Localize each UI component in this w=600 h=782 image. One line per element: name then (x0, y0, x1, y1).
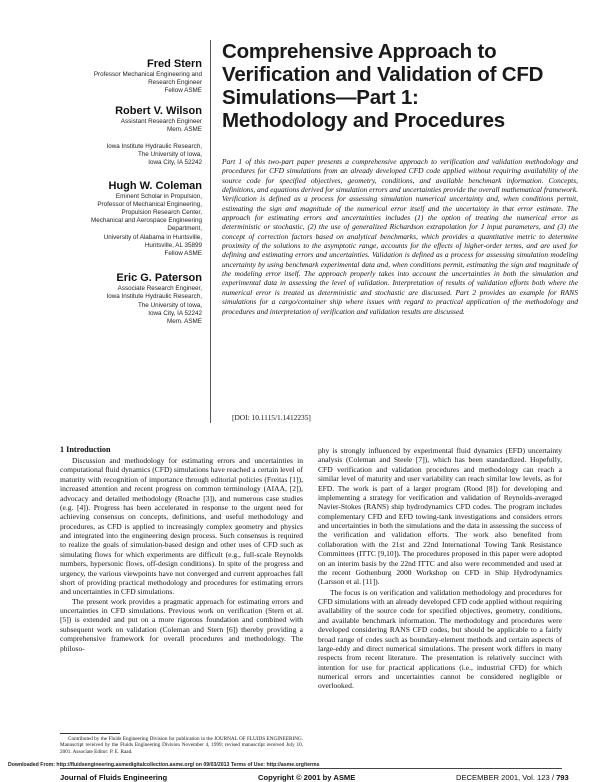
author-name: Fred Stern (146, 58, 202, 70)
doi-link[interactable]: [DOI: 10.1115/1.1412235] (232, 413, 311, 422)
journal-name: Journal of Fluids Engineering (60, 773, 168, 782)
author-membership: Fellow ASME (164, 87, 202, 95)
author-name: Hugh W. Coleman (108, 179, 202, 192)
author-1 (0, 58, 202, 96)
author-4: Eric G. Paterson Associate Research Engineer, Iowa Institute Hydraulic Research, The University of Iowa, Iowa City, IA 52242 Mem. ASME (0, 272, 202, 326)
author-3: Hugh W. Coleman Eminent Scholar in Propulsion, Professor of Mechanical Engineering, Propulsion Research Center, Mechanical and Aerospace Engineering Department, University of Alabama in Huntsville, Huntsville, AL 35899 Fellow ASME (0, 180, 202, 259)
body-column-left (60, 456, 303, 653)
section-heading: 1 Introduction (60, 445, 111, 454)
footnote: Contributed by the Fluids Engineering Division for publication in the JOURNAL OF FLUIDS ENGINEERING. Manuscript received by the Fluids Engineering Division November 4, 1999; revised manuscript received July 10, 2001. Associate Editor: P. E. Raad. (60, 736, 303, 755)
footnote-rule (60, 733, 120, 734)
author-name: Eric G. Paterson (116, 272, 202, 285)
paragraph: The present work provides a pragmatic approach for estimating errors and uncertainties in CFD simulations. Previous work on verification (Stern et al. [5]) is extended and put on a more rigorous foundation and combined with subsequent work on validation (Coleman and Stern [6]) thereby providing a comprehensive framework for overall procedures and methodology. The philoso- (60, 596, 303, 653)
author-role: Research Engineer (148, 79, 202, 87)
download-note: Downloaded From: http://fluidsengineering.asmedigitalcollection.asme.org/ on 09/03/2013 Terms of Use: http://asme.org/terms (8, 762, 320, 768)
paper-title: Comprehensive Approach to Verification and Validation of CFD Simulations—Part 1: Methodology and Procedures (222, 40, 544, 132)
footer-rule (60, 768, 562, 769)
paragraph: phy is strongly influenced by experimental fluid dynamics (EFD) uncertainty analysis (Coleman and Steele [7]), which has been standardized. Hopefully, CFD verification and validation procedures and methodology can reach a similar level of maturity and user variability can reach similar low levels, as for EFD. The work is part of a larger program (Rood [8]) for developing and implementing a strategy for verification and validation of Reynolds-averaged Navier-Stokes (RANS) ship hydrodynamics CFD codes. The program includes complementary CFD and EFD towing-tank investigations and considers errors and uncertainties in both the simulations and the data in assessing the success of the verification and validation efforts. The work also benefited from collaboration with the 21st and 22nd International Towing Tank Resistance Committees (ITTC [9,10]). The procedures proposed in this paper were adopted on an interim basis by the 22nd ITTC and also were recommended and used at the recent Gothenburg 2000 Workshop on CFD in Ship Hydrodynamics (Larsson et al. [11]). (318, 446, 562, 587)
shared-affiliation: Iowa Institute Hydraulic Research, The University of Iowa, Iowa City, IA 52242 (106, 143, 202, 167)
body-column-right (318, 446, 562, 691)
issue-info: DECEMBER 2001, Vol. 123 / 793 (456, 773, 569, 782)
page-number: 793 (556, 773, 569, 782)
author-membership: Mem. ASME (167, 125, 202, 133)
paragraph: The focus is on verification and validation methodology and procedures for CFD simulations with an already developed CFD code applied without requiring availability of the source code for specified objectives, geometry, conditions, and available benchmark information. The methodology and procedures were developed considering RANS CFD codes, but should be applicable to a fairly broad range of codes such as boundary-element methods and certain aspects of large-eddy and direct numerical simulations. The present work differs in many respects from recent literature. The presentation is relatively succinct with intention for use for practical applications (i.e., industrial CFD) for which numerical errors and uncertainties cannot be considered negligible or overlooked. (318, 587, 562, 691)
column-divider (210, 40, 211, 423)
author-name: Robert V. Wilson (115, 104, 202, 117)
paragraph: Discussion and methodology for estimating errors and uncertainties in computational fluid dynamics (CFD) simulations have reached a certain level of maturity with recognition of importance through editorial policies (Freitas [1]), increased attention and recent progress on common terminology (AIAA, [2]), advocacy and detailed methodology (Roache [3]), and numerous case studies (e.g. [4]). Progress has been accelerated in response to the urgent need for achieving consensus on concepts, definitions, and useful methodology and procedures, as CFD is applied to increasingly complex geometry and physics and integrated into the engineering design process. Such consensus is required to realize the goals of simulation-based design and other uses of CFD such as simulating flows for which experiments are difficult (e.g., full-scale Reynolds numbers, hypersonic flows, off-design conditions). In spite of the progress and urgency, the various viewpoints have not converged and current approaches fall short of providing practical methodology and procedures for estimating errors and uncertainties in CFD simulations. (60, 456, 303, 597)
abstract: Part 1 of this two-part paper presents a comprehensive approach to verification and validation methodology and procedures for CFD simulations from an already developed CFD code applied without requiring availability of the source code for specified objectives, geometry, conditions, and available benchmark information. Concepts, definitions, and equations derived for simulation errors and uncertainties provide the overall mathematical framework. Verification is defined as a process for assessing simulation numerical uncertainty and, when conditions permit, estimating the sign and magnitude of the numerical error itself and the uncertainty in that error estimate. The approach for estimating errors and uncertainties includes (1) the option of treating the numerical error as deterministic or stochastic, (2) the use of generalized Richardson extrapolation for J input parameters, and (3) the concept of correction factors based on analytical benchmarks, which provides a quantitative metric to determine proximity of the solutions to the asymptotic range, accounts for the effects of higher-order terms, and are used for defining and estimating errors and uncertainties. Validation is defined as a process for assessing simulation modeling uncertainty by using benchmark experimental data and, when conditions permit, estimating the sign and magnitude of the modeling error itself. The approach properly takes into account the uncertainties in both the simulation and experimental data in assessing the level of validation. Interpretation of results of validation efforts both where the numerical error is treated as deterministic and stochastic are discussed. Part 2 provides an example for RANS simulations for a cargo/container ship where issues with regard to practical application of the methodology and procedures and interpretation of verification and validation results are discussed. (222, 157, 578, 316)
copyright: Copyright © 2001 by ASME (258, 773, 356, 782)
author-role: Assistant Research Engineer (120, 117, 202, 125)
author-block (0, 58, 202, 335)
author-role: Professor Mechanical Engineering and (93, 71, 202, 78)
author-2 (0, 105, 202, 134)
